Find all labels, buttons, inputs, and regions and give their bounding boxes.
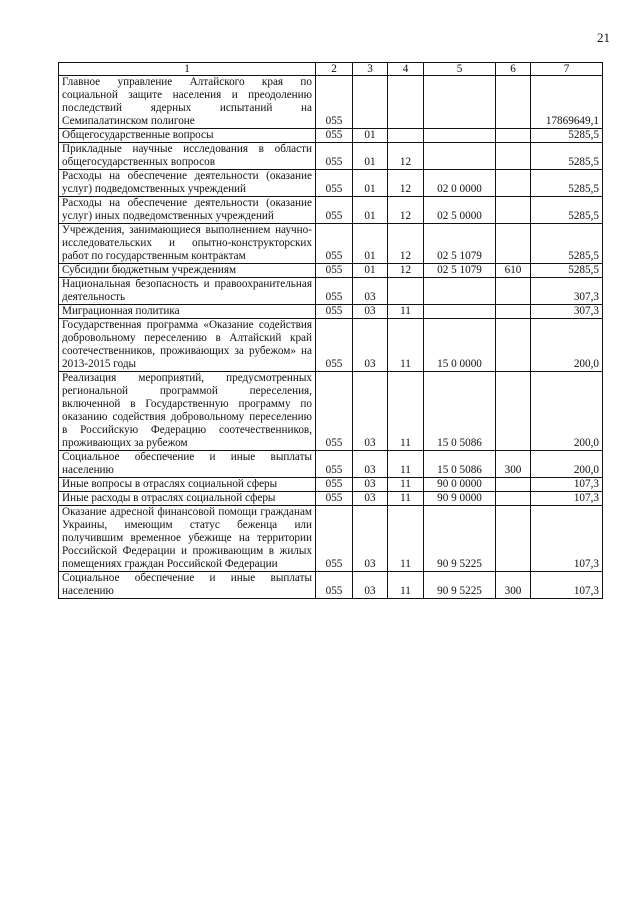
subsection-code-cell: 11 [388,305,424,319]
row-name-cell: Государственная программа «Оказание содействия добровольному переселению в Алтайский край соотечественников, проживающих за рубежом» на 2013-2015 годы [59,319,316,372]
target-item-cell: 02 0 0000 [424,170,496,197]
table-row [59,506,603,572]
row-name-cell: Реализация мероприятий, предусмотренных региональной программой переселения, включенной в Государственную программу по оказанию содействия добровольному переселению в Российскую Федерацию соотечественников, проживающих за рубежом [59,372,316,451]
admin-code-cell: 055 [316,506,353,572]
expense-type-cell [496,319,531,372]
row-name-cell: Миграционная политика [59,305,316,319]
header-cell: 2 [316,63,353,76]
amount-cell: 200,0 [531,372,603,451]
header-cell: 3 [353,63,388,76]
section-code-cell: 03 [353,278,388,305]
expense-type-cell [496,478,531,492]
admin-code-cell: 055 [316,319,353,372]
subsection-code-cell [388,278,424,305]
section-code-cell: 03 [353,572,388,599]
table-row [59,129,603,143]
section-code-cell: 01 [353,224,388,264]
admin-code-cell: 055 [316,478,353,492]
table-row [59,197,603,224]
admin-code-cell: 055 [316,224,353,264]
header-cell: 1 [59,63,316,76]
subsection-code-cell: 12 [388,264,424,278]
section-code-cell: 03 [353,492,388,506]
header-cell: 7 [531,63,603,76]
amount-cell: 307,3 [531,305,603,319]
row-name-cell: Социальное обеспечение и иные выплаты населению [59,572,316,599]
expense-type-cell [496,197,531,224]
row-name-cell: Общегосударственные вопросы [59,129,316,143]
admin-code-cell: 055 [316,264,353,278]
header-cell: 6 [496,63,531,76]
row-name-cell: Учреждения, занимающиеся выполнением научно-исследовательских и опытно-конструкторских работ по государственным контрактам [59,224,316,264]
amount-cell: 17869649,1 [531,76,603,129]
section-code-cell: 03 [353,305,388,319]
header-cell: 4 [388,63,424,76]
admin-code-cell: 055 [316,451,353,478]
expense-type-cell: 300 [496,451,531,478]
admin-code-cell: 055 [316,143,353,170]
budget-table [58,62,603,599]
admin-code-cell: 055 [316,305,353,319]
target-item-cell [424,305,496,319]
admin-code-cell: 055 [316,129,353,143]
target-item-cell [424,76,496,129]
row-name-cell: Субсидии бюджетным учреждениям [59,264,316,278]
target-item-cell: 90 0 0000 [424,478,496,492]
amount-cell: 5285,5 [531,264,603,278]
subsection-code-cell: 11 [388,451,424,478]
subsection-code-cell: 11 [388,572,424,599]
target-item-cell [424,278,496,305]
expense-type-cell [496,278,531,305]
subsection-code-cell: 12 [388,197,424,224]
table-row [59,264,603,278]
row-name-cell: Оказание адресной финансовой помощи гражданам Украины, имеющим статус беженца или получившим временное убежище на территории Российской Федерации и проживающим в жилых помещениях граждан Российской Федерации [59,506,316,572]
target-item-cell: 02 5 1079 [424,264,496,278]
admin-code-cell: 055 [316,197,353,224]
table-row [59,143,603,170]
target-item-cell: 02 5 0000 [424,197,496,224]
subsection-code-cell: 11 [388,478,424,492]
admin-code-cell: 055 [316,572,353,599]
section-code-cell: 01 [353,129,388,143]
subsection-code-cell: 11 [388,492,424,506]
subsection-code-cell: 12 [388,224,424,264]
row-name-cell: Прикладные научные исследования в области общегосударственных вопросов [59,143,316,170]
expense-type-cell [496,224,531,264]
admin-code-cell: 055 [316,372,353,451]
amount-cell: 5285,5 [531,129,603,143]
expense-type-cell [496,76,531,129]
table-row [59,319,603,372]
amount-cell: 107,3 [531,506,603,572]
target-item-cell: 15 0 0000 [424,319,496,372]
subsection-code-cell: 11 [388,506,424,572]
expense-type-cell [496,143,531,170]
amount-cell: 5285,5 [531,170,603,197]
row-name-cell: Национальная безопасность и правоохранительная деятельность [59,278,316,305]
row-name-cell: Расходы на обеспечение деятельности (оказание услуг) иных подведомственных учреждений [59,197,316,224]
amount-cell: 200,0 [531,319,603,372]
table-row [59,372,603,451]
table-row [59,76,603,129]
table-row [59,451,603,478]
table-row [59,170,603,197]
row-name-cell: Расходы на обеспечение деятельности (оказание услуг) подведомственных учреждений [59,170,316,197]
expense-type-cell [496,506,531,572]
section-code-cell: 01 [353,170,388,197]
target-item-cell [424,129,496,143]
admin-code-cell: 055 [316,170,353,197]
section-code-cell [353,76,388,129]
expense-type-cell [496,492,531,506]
subsection-code-cell: 12 [388,143,424,170]
target-item-cell: 02 5 1079 [424,224,496,264]
section-code-cell: 03 [353,372,388,451]
expense-type-cell: 300 [496,572,531,599]
amount-cell: 107,3 [531,478,603,492]
admin-code-cell: 055 [316,278,353,305]
row-name-cell: Главное управление Алтайского края по социальной защите населения и преодолению последствий ядерных испытаний на Семипалатинском полигоне [59,76,316,129]
table-row [59,224,603,264]
subsection-code-cell [388,129,424,143]
target-item-cell: 90 9 0000 [424,492,496,506]
target-item-cell [424,143,496,170]
amount-cell: 5285,5 [531,143,603,170]
header-cell: 5 [424,63,496,76]
expense-type-cell [496,372,531,451]
subsection-code-cell [388,76,424,129]
table-row [59,572,603,599]
admin-code-cell: 055 [316,492,353,506]
table-row [59,278,603,305]
target-item-cell: 90 9 5225 [424,572,496,599]
admin-code-cell: 055 [316,76,353,129]
expense-type-cell [496,305,531,319]
table-row [59,492,603,506]
section-code-cell: 01 [353,197,388,224]
section-code-cell: 03 [353,506,388,572]
amount-cell: 107,3 [531,492,603,506]
amount-cell: 307,3 [531,278,603,305]
section-code-cell: 03 [353,319,388,372]
amount-cell: 5285,5 [531,224,603,264]
target-item-cell: 90 9 5225 [424,506,496,572]
table-row [59,478,603,492]
expense-type-cell: 610 [496,264,531,278]
section-code-cell: 01 [353,143,388,170]
row-name-cell: Иные вопросы в отраслях социальной сферы [59,478,316,492]
subsection-code-cell: 11 [388,372,424,451]
target-item-cell: 15 0 5086 [424,451,496,478]
table-row [59,305,603,319]
page-number: 21 [597,30,610,45]
amount-cell: 5285,5 [531,197,603,224]
section-code-cell: 03 [353,478,388,492]
section-code-cell: 03 [353,451,388,478]
subsection-code-cell: 11 [388,319,424,372]
subsection-code-cell: 12 [388,170,424,197]
expense-type-cell [496,170,531,197]
header-row [59,63,603,76]
expense-type-cell [496,129,531,143]
amount-cell: 200,0 [531,451,603,478]
row-name-cell: Социальное обеспечение и иные выплаты населению [59,451,316,478]
amount-cell: 107,3 [531,572,603,599]
section-code-cell: 01 [353,264,388,278]
row-name-cell: Иные расходы в отраслях социальной сферы [59,492,316,506]
target-item-cell: 15 0 5086 [424,372,496,451]
